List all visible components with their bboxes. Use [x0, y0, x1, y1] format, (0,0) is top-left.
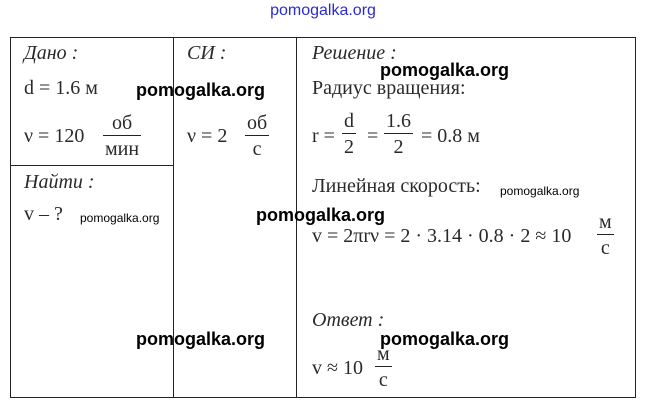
radius-label: Радиус вращения:	[312, 77, 466, 99]
watermark: pomogalka.org	[136, 329, 266, 349]
si-unit-numerator: об	[247, 112, 268, 134]
speed-unit	[597, 212, 614, 258]
solution-header: Решение :	[312, 42, 397, 64]
si-header: СИ :	[187, 42, 227, 64]
radius-fraction-value-denominator: 2	[384, 133, 413, 157]
answer-unit-denominator: с	[375, 366, 392, 390]
radius-lhs: r =	[312, 125, 335, 147]
answer-header: Ответ :	[312, 309, 385, 331]
answer-unit	[375, 344, 392, 390]
given-unit-denominator: мин	[103, 135, 141, 159]
si-frequency-unit	[245, 113, 269, 159]
radius-fraction-d-denominator: 2	[342, 133, 356, 157]
watermark: pomogalka.org	[136, 80, 266, 100]
watermark: pomogalka.org	[500, 184, 580, 198]
answer-value: v ≈ 10	[312, 357, 363, 379]
given-unit-numerator: об	[111, 112, 133, 134]
find-header: Найти :	[24, 171, 95, 193]
speed-formula: v = 2πrν = 2 · 3.14 · 0.8 · 2 ≈ 10	[312, 225, 572, 247]
radius-fraction-value-numerator: 1.6	[386, 110, 411, 132]
answer-unit-numerator: м	[377, 343, 390, 365]
watermark: pomogalka.org	[380, 329, 510, 349]
given-find-divider	[11, 165, 173, 166]
si-frequency: ν = 2	[187, 125, 228, 147]
watermark: pomogalka.org	[380, 60, 510, 80]
given-diameter: d = 1.6 м	[24, 77, 98, 99]
radius-fraction-d	[342, 111, 356, 157]
watermark: pomogalka.org	[80, 211, 160, 225]
radius-fraction-value	[384, 111, 413, 157]
radius-result: = 0.8 м	[421, 125, 480, 147]
radius-equals: =	[367, 125, 379, 147]
find-line: v – ?	[24, 203, 63, 225]
speed-label: Линейная скорость:	[312, 175, 481, 197]
watermark: pomogalka.org	[256, 205, 386, 225]
site-header-link[interactable]: pomogalka.org	[270, 2, 376, 19]
given-header: Дано :	[24, 42, 79, 64]
radius-fraction-d-numerator: d	[344, 110, 354, 132]
si-unit-denominator: с	[245, 135, 269, 159]
given-frequency: ν = 120	[24, 125, 85, 147]
speed-unit-denominator: с	[597, 234, 614, 258]
given-frequency-unit	[103, 113, 141, 159]
speed-unit-numerator: м	[599, 211, 612, 233]
